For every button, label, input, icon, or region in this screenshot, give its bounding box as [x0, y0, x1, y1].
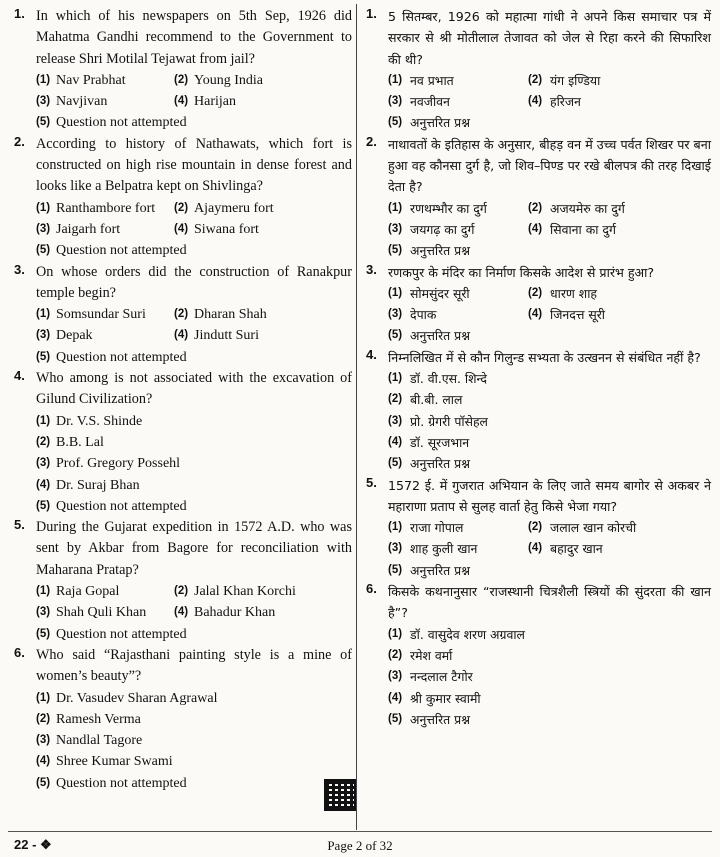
option-row — [388, 688, 711, 709]
option-text: Question not attempted — [56, 243, 187, 259]
option-row — [388, 560, 711, 581]
option-number: (1) — [36, 73, 51, 86]
option-number: (1) — [36, 585, 51, 598]
option — [528, 517, 668, 538]
option-text: Ranthambore fort — [56, 200, 156, 216]
question — [14, 517, 352, 645]
question — [14, 368, 352, 517]
question-text: निम्नलिखित में से कौन गिलुन्ड सभ्यता के उत्खनन से संबंधित नहीं है? — [388, 349, 701, 365]
option — [388, 709, 470, 730]
option-number: (5) — [36, 776, 51, 789]
option-number: (3) — [36, 606, 51, 619]
option-text: Jalal Khan Korchi — [194, 584, 296, 600]
option-number: (5) — [388, 563, 403, 576]
option-number: (2) — [174, 585, 189, 598]
option-text: Jindutt Suri — [194, 328, 259, 344]
option-text: Somsundar Suri — [56, 307, 146, 323]
option-row — [388, 91, 711, 112]
option-number: (2) — [528, 286, 543, 299]
option-number: (1) — [388, 201, 403, 214]
option-text: सिवाना का दुर्ग — [550, 221, 616, 237]
option — [36, 751, 173, 772]
option — [388, 389, 462, 410]
option-row — [36, 91, 352, 112]
option-text: अजयमेरु का दुर्ग — [550, 200, 625, 216]
option-number: (4) — [174, 95, 189, 108]
option-number: (2) — [36, 712, 51, 725]
option — [528, 91, 668, 112]
option-row — [388, 453, 711, 474]
question-number: 2. — [14, 133, 25, 149]
option-number: (1) — [388, 73, 403, 86]
option-number: (1) — [388, 372, 403, 385]
option-number: (4) — [528, 222, 543, 235]
option-row — [388, 325, 711, 346]
option-row — [36, 70, 352, 91]
option-number: (3) — [36, 457, 51, 470]
option-number: (3) — [36, 734, 51, 747]
option — [388, 368, 487, 389]
option-row — [36, 432, 352, 453]
option-text: जिनदत्त सूरी — [550, 307, 606, 323]
option — [388, 538, 528, 559]
option-text: प्रो. ग्रेगरी पॉसेहल — [410, 413, 488, 429]
option-row — [36, 304, 352, 325]
question-text: Who among is not associated with the excavation of Gilund Civilization? — [36, 370, 352, 408]
option — [174, 581, 312, 602]
english-column — [14, 6, 352, 794]
option — [388, 645, 452, 666]
question-number: 3. — [366, 261, 377, 277]
option-number: (1) — [36, 308, 51, 321]
option-number: (3) — [388, 308, 403, 321]
option-row — [36, 453, 352, 474]
option-text: Nav Prabhat — [56, 72, 126, 88]
option-number: (2) — [528, 521, 543, 534]
option-text: जयगढ़ का दुर्ग — [410, 221, 475, 237]
option — [388, 198, 528, 219]
option — [388, 411, 488, 432]
option-text: अनुत्तरित प्रश्न — [410, 711, 470, 727]
option-row — [36, 602, 352, 623]
question — [366, 347, 711, 475]
question — [366, 262, 711, 347]
option — [388, 432, 469, 453]
option — [528, 70, 668, 91]
option-text: Young India — [194, 72, 263, 88]
option-text: राजा गोपाल — [410, 520, 464, 536]
option-row — [36, 325, 352, 346]
option-text: जलाल खान कोरची — [550, 520, 637, 536]
option-text: डॉ. वासुदेव शरण अग्रवाल — [410, 626, 525, 642]
option — [36, 432, 104, 453]
option-row — [388, 198, 711, 219]
option-number: (1) — [36, 691, 51, 704]
option-number: (3) — [388, 95, 403, 108]
option-text: अनुत्तरित प्रश्न — [410, 456, 470, 472]
option-text: Siwana fort — [194, 221, 259, 237]
option-text: डॉ. वी.एस. शिन्दे — [410, 371, 487, 387]
question-text: Who said “Rajasthani painting style is a mine of women’s beauty”? — [36, 646, 352, 685]
option-number: (3) — [36, 222, 51, 235]
option-text: धारण शाह — [550, 285, 598, 301]
option — [174, 219, 312, 240]
option-text: नन्दलाल टैगोर — [410, 669, 473, 685]
option-text: यंग इण्डिया — [550, 72, 601, 88]
option-number: (2) — [174, 73, 189, 86]
option-row — [388, 304, 711, 325]
option-row — [36, 496, 352, 517]
option-number: (3) — [388, 542, 403, 555]
option-number: (1) — [36, 201, 51, 214]
option-number: (3) — [36, 329, 51, 342]
question — [366, 6, 711, 134]
option — [174, 70, 312, 91]
option — [36, 325, 174, 346]
option-text: Question not attempted — [56, 775, 187, 791]
option-text: सोमसुंदर सूरी — [410, 285, 470, 301]
option-number: (4) — [174, 222, 189, 235]
option-text: हरिजन — [550, 94, 581, 110]
option-number: (5) — [388, 329, 403, 342]
option-row — [36, 198, 352, 219]
option-text: Harijan — [194, 94, 236, 110]
option-number: (5) — [388, 116, 403, 129]
option-row — [388, 283, 711, 304]
option-text: B.B. Lal — [56, 434, 104, 450]
option-row — [36, 709, 352, 730]
option-number: (5) — [36, 244, 51, 257]
option-number: (2) — [388, 648, 403, 661]
footer-rule — [8, 831, 712, 832]
option — [36, 730, 142, 751]
option-text: रमेश वर्मा — [410, 647, 453, 663]
question — [14, 6, 352, 134]
question-number: 1. — [14, 6, 25, 21]
option-row — [388, 709, 711, 730]
option — [36, 581, 174, 602]
option-row — [36, 347, 352, 368]
question-number: 4. — [366, 346, 377, 362]
option — [388, 70, 528, 91]
option-number: (4) — [388, 435, 403, 448]
option — [388, 560, 470, 581]
option-text: नव प्रभात — [410, 72, 454, 88]
option-row — [388, 432, 711, 453]
option-text: नवजीवन — [410, 94, 450, 110]
option-number: (2) — [528, 201, 543, 214]
question-number: 4. — [14, 368, 25, 384]
option — [174, 91, 312, 112]
question-number: 5. — [366, 474, 377, 490]
option — [388, 304, 528, 325]
option — [36, 773, 187, 794]
option-number: (2) — [36, 435, 51, 448]
option-number: (4) — [36, 755, 51, 768]
option-row — [36, 112, 352, 133]
option — [36, 219, 174, 240]
question-number: 2. — [366, 133, 377, 149]
option-row — [36, 688, 352, 709]
option — [36, 475, 140, 496]
question-text: 5 सितम्बर, 1926 को महात्मा गांधी ने अपने किस समाचार पत्र में सरकार से श्री मोतीलाल तेजावत को जेल से रिहा करने की सिफारिश की थी? — [388, 9, 711, 67]
question — [14, 134, 352, 262]
option — [388, 624, 525, 645]
question-text: In which of his newspapers on 5th Sep, 1926 did Mahatma Gandhi recommend to the Government to release Shri Motilal Tejawat from jail? — [36, 8, 352, 67]
question-number: 6. — [14, 644, 25, 660]
option-text: देपाक — [410, 307, 437, 323]
option-number: (4) — [388, 691, 403, 704]
question-number: 5. — [14, 517, 25, 533]
hindi-column — [366, 6, 711, 730]
option-text: Dr. Suraj Bhan — [56, 477, 140, 493]
option — [388, 325, 470, 346]
option-text: Question not attempted — [56, 349, 187, 365]
option — [388, 283, 528, 304]
option-row — [388, 517, 711, 538]
option-number: (1) — [388, 286, 403, 299]
question — [14, 645, 352, 794]
option-number: (4) — [174, 606, 189, 619]
option — [36, 240, 187, 261]
option-text: अनुत्तरित प्रश्न — [410, 328, 470, 344]
option-row — [388, 70, 711, 91]
option-number: (4) — [528, 95, 543, 108]
option — [174, 198, 312, 219]
option-number: (2) — [174, 308, 189, 321]
question-number: 6. — [366, 581, 377, 597]
option-number: (5) — [388, 244, 403, 257]
option-text: Question not attempted — [56, 498, 187, 514]
option — [174, 325, 312, 346]
option — [528, 538, 668, 559]
option — [36, 602, 174, 623]
option-text: Ramesh Verma — [56, 711, 141, 727]
option — [388, 453, 470, 474]
option — [174, 304, 312, 325]
question-text: During the Gujarat expedition in 1572 A.D. who was sent by Akbar from Bagore for reconciliation with Maharana Pratap? — [36, 519, 352, 578]
option-number: (1) — [36, 414, 51, 427]
question-text: 1572 ई. में गुजरात अभियान के लिए जाते समय बागोर से अकबर ने महाराणा प्रताप से सुलह वार्ता हेतु किसे भेजा गया? — [388, 477, 711, 514]
option-number: (4) — [528, 542, 543, 555]
option — [36, 496, 187, 517]
option — [36, 411, 142, 432]
option — [528, 304, 668, 325]
option — [174, 602, 312, 623]
option-text: Raja Gopal — [56, 584, 120, 600]
option — [388, 666, 473, 687]
option — [36, 112, 187, 133]
option-number: (3) — [36, 95, 51, 108]
option-text: Bahadur Khan — [194, 605, 276, 621]
option — [36, 347, 187, 368]
option-number: (3) — [388, 670, 403, 683]
option-number: (5) — [388, 712, 403, 725]
option-text: Depak — [56, 328, 93, 344]
option — [36, 709, 141, 730]
question-text: किसके कथनानुसार “राजस्थानी चित्रशैली स्त्रियों की सुंदरता की खान है”? — [388, 584, 711, 621]
option-text: Jaigarh fort — [56, 221, 121, 237]
option-number: (5) — [388, 457, 403, 470]
option-number: (4) — [528, 308, 543, 321]
option-number: (4) — [174, 329, 189, 342]
option — [388, 517, 528, 538]
option-text: Dharan Shah — [194, 307, 267, 323]
option-row — [388, 411, 711, 432]
option-row — [36, 751, 352, 772]
option-text: अनुत्तरित प्रश्न — [410, 243, 470, 259]
option-row — [388, 645, 711, 666]
option-row — [388, 666, 711, 687]
option — [388, 91, 528, 112]
option-text: Dr. Vasudev Sharan Agrawal — [56, 690, 218, 706]
option — [36, 624, 187, 645]
option-row — [36, 730, 352, 751]
option — [36, 453, 180, 474]
option-number: (2) — [528, 73, 543, 86]
option-number: (5) — [36, 499, 51, 512]
option — [36, 70, 174, 91]
option-number: (2) — [388, 393, 403, 406]
question — [366, 475, 711, 581]
page-number: Page 2 of 32 — [327, 838, 393, 853]
question-text: According to history of Nathawats, which fort is constructed on high rise mountain in dense forest and looks like a Belpatra kept on Shivlinga? — [36, 135, 352, 195]
option-row — [36, 773, 352, 794]
option-row — [388, 219, 711, 240]
option-number: (1) — [388, 627, 403, 640]
option — [36, 198, 174, 219]
option-number: (4) — [36, 478, 51, 491]
option — [36, 304, 174, 325]
option-number: (3) — [388, 222, 403, 235]
option-text: अनुत्तरित प्रश्न — [410, 115, 470, 131]
option-row — [388, 389, 711, 410]
column-divider — [356, 4, 357, 830]
option-text: Question not attempted — [56, 115, 187, 131]
option-text: Prof. Gregory Possehl — [56, 456, 181, 472]
option-row — [388, 538, 711, 559]
question-number: 3. — [14, 261, 25, 277]
option-text: अनुत्तरित प्रश्न — [410, 562, 470, 578]
option-text: श्री कुमार स्वामी — [410, 690, 481, 706]
question-text: नाथावतों के इतिहास के अनुसार, बीहड़ वन में उच्च पर्वत शिखर पर बना हुआ वह कौनसा दुर्ग है, जो शिव–पिण्ड पर रखे बीलपत्र की तरह दिखाई देता है? — [388, 136, 711, 195]
option — [388, 240, 470, 261]
option-text: बहादुर खान — [550, 541, 603, 557]
option — [36, 688, 218, 709]
option-row — [36, 475, 352, 496]
question-text: रणकपुर के मंदिर का निर्माण किसके आदेश से प्रारंभ हुआ? — [388, 264, 655, 280]
option-text: Shah Quli Khan — [56, 605, 147, 621]
option-row — [388, 368, 711, 389]
option — [528, 198, 668, 219]
option-number: (3) — [388, 414, 403, 427]
option-text: Shree Kumar Swami — [56, 754, 173, 770]
option-number: (5) — [36, 350, 51, 363]
option-number: (5) — [36, 627, 51, 640]
option — [528, 219, 668, 240]
question — [14, 262, 352, 368]
option-row — [36, 219, 352, 240]
option-text: रणथम्भौर का दुर्ग — [410, 200, 487, 216]
footer-booklet-code: 22 - ❖ — [14, 837, 52, 852]
option — [36, 91, 174, 112]
option-number: (5) — [36, 116, 51, 129]
option-row — [388, 240, 711, 261]
option-text: शाह कुली खान — [410, 541, 478, 557]
option-row — [36, 624, 352, 645]
option-text: Navjivan — [56, 94, 108, 110]
option-row — [36, 411, 352, 432]
option-text: Question not attempted — [56, 626, 187, 642]
question-number: 1. — [366, 6, 377, 21]
option-text: बी.बी. लाल — [410, 392, 463, 408]
option — [388, 112, 470, 133]
qr-code-icon — [324, 779, 356, 811]
option-row — [388, 624, 711, 645]
option — [388, 688, 481, 709]
option-row — [388, 112, 711, 133]
option-text: Nandlal Tagore — [56, 733, 143, 749]
question — [366, 581, 711, 730]
option-row — [36, 240, 352, 261]
question — [366, 134, 711, 262]
option — [528, 283, 668, 304]
question-text: On whose orders did the construction of Ranakpur temple begin? — [36, 263, 352, 301]
option-row — [36, 581, 352, 602]
option-number: (2) — [174, 201, 189, 214]
option-text: डॉ. सूरजभान — [410, 434, 470, 450]
option-text: Dr. V.S. Shinde — [56, 413, 143, 429]
option-text: Ajaymeru fort — [194, 200, 274, 216]
option — [388, 219, 528, 240]
option-number: (1) — [388, 521, 403, 534]
